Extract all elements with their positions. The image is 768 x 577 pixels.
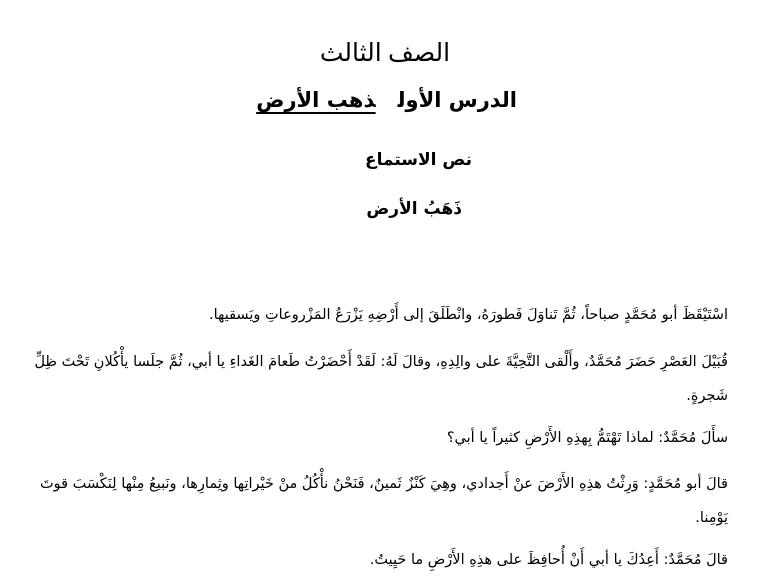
paragraph-5: قالَ مُحَمَّدٌ: أَعِدُكَ يا أبي أَنْ أُحافِظَ على هذِهِ الأَرْضِ ما حَيِيتُ. (369, 551, 728, 568)
section-title: نص الاستماع (364, 150, 472, 170)
paragraph-2: قُبَيْلَ العَصْرِ حَضَرَ مُحَمَّدٌ، وأَلْقى التَّحِيَّةَ على والِدِهِ، وقالَ لَهُ: لَقَدْ أَحْضَرْتُ طَعامَ الغَداءِ يا أبي، ثُمَّ جلَسا يأْكُلانِ تَحْتَ ظِلِّ شَجرةٍ. (34, 353, 728, 404)
lesson-heading (255, 88, 517, 112)
story-title: ذَهَبُ الأرض (366, 199, 462, 219)
grade-heading: الصف الثالث (319, 40, 451, 67)
lesson-name: ذهب الأرض (256, 88, 376, 112)
paragraph-3: سأَلَ مُحَمَّدٌ: لماذا تَهْتَمُّ بِهذِهِ الأَرْضِ كثيراً يا أبي؟ (446, 429, 728, 446)
paragraph-4: قالَ أبو مُحَمَّدٍ: وَرِثْتُ هذِهِ الأَرْضَ عنْ أَجدادي، وهِيَ كَنْزٌ ثَمينٌ، فَنَحْنُ نأْكُلُ منْ خَيْراتِها وثِمارِها، ونَبيعُ مِنْها لِنَكْسَبَ قوتَ يَوْمِنا. (39, 475, 728, 526)
paragraph-1: اسْتَيْقَظَ أبو مُحَمَّدٍ صباحاً، ثُمَّ تَناوَلَ فَطورَهُ، وانْطَلَقَ إلى أَرْضِهِ يَزْرَعُ المَزْروعاتِ ويَسقيها. (209, 306, 728, 323)
lesson-number: الدرس الأول (397, 88, 517, 112)
